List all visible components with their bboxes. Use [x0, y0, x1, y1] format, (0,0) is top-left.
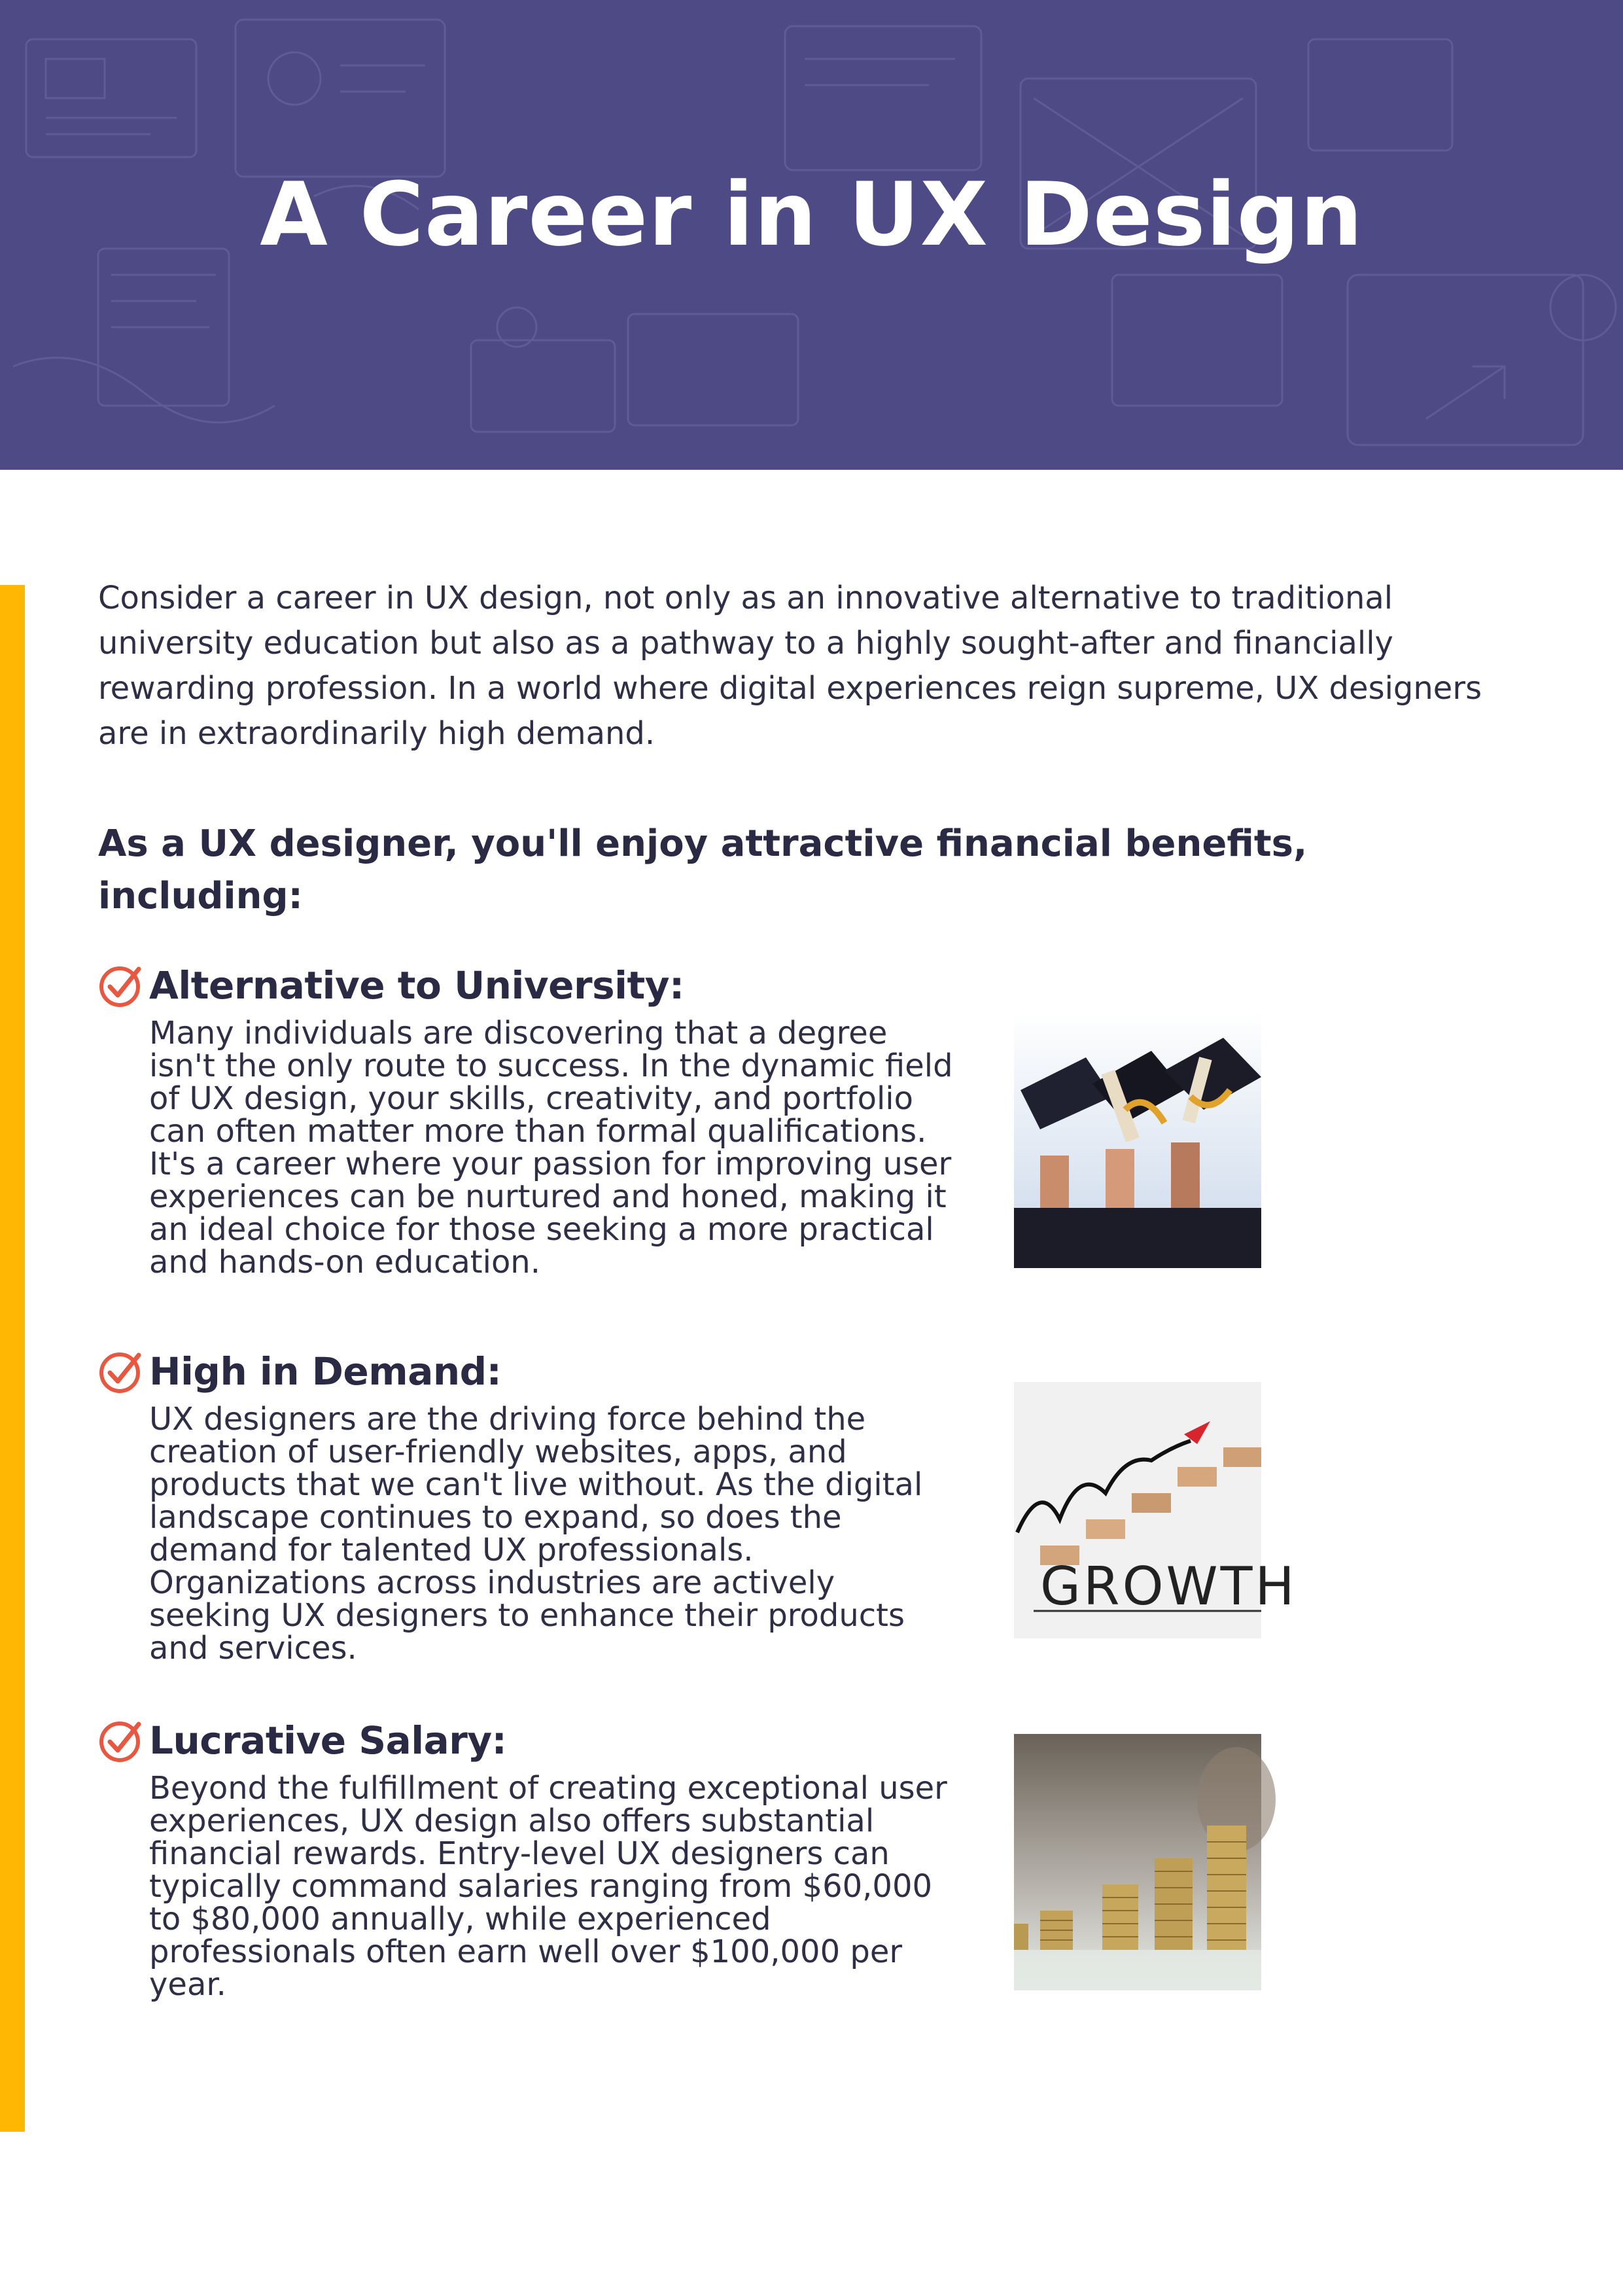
benefit-body: Beyond the fulfillment of creating exceptional user experiences, UX design also offers substantial financial rewards. Entry-level UX designers can typically command salaries ranging from $60,000 to $80,000 annually, while experienced professionals often earn well over $100,000 per year.: [149, 1770, 947, 2003]
benefit-alternative-to-university: [98, 959, 953, 1280]
intro-paragraph: Consider a career in UX design, not only as an innovative alternative to traditional university education but also as a pathway to a highly sought-after and financially rewarding profession. In a world where digital experiences reign supreme, UX designers are in extraordinarily high demand.: [98, 580, 1482, 752]
benefit-body: Many individuals are discovering that a degree isn't the only route to success. In the dynamic field of UX design, your skills, creativity, and portfolio can often matter more than formal qualifications. It's a career where your passion for improving user experiences can be nurtured and honed, making it an ideal choice for those seeking a more practical and hands-on education.: [149, 1015, 953, 1280]
benefit-header: [98, 1345, 949, 1398]
benefit-body: UX designers are the driving force behind the creation of user-friendly websites, apps, and products that we can't live without. As the digital landscape continues to expand, so does the demand for talented UX professionals. Organizations across industries are actively seeking UX designers to enhance their products and services.: [149, 1401, 923, 1667]
growth-stairs-image: [1014, 1382, 1297, 1638]
benefit-header: [98, 1714, 949, 1767]
benefit-title: Alternative to University:: [149, 963, 684, 1008]
check-circle-icon: [98, 1718, 144, 1763]
graduation-caps-image: [1014, 1012, 1261, 1268]
benefit-title: Lucrative Salary:: [149, 1718, 507, 1763]
check-circle-icon: [98, 963, 144, 1008]
accent-side-bar: [0, 585, 25, 2132]
benefit-title: High in Demand:: [149, 1349, 502, 1394]
hero-banner: [0, 0, 1623, 470]
benefit-high-in-demand: [98, 1345, 949, 1665]
check-circle-icon: [98, 1349, 144, 1394]
benefits-heading: As a UX designer, you'll enjoy attractive financial benefits, including:: [98, 822, 1308, 917]
benefit-header: [98, 959, 949, 1012]
growth-text: GROWTH: [1040, 1556, 1297, 1617]
benefit-lucrative-salary: [98, 1714, 949, 2001]
coin-stacks-image: [1014, 1734, 1261, 1990]
page-title: A Career in UX Design: [260, 164, 1363, 266]
